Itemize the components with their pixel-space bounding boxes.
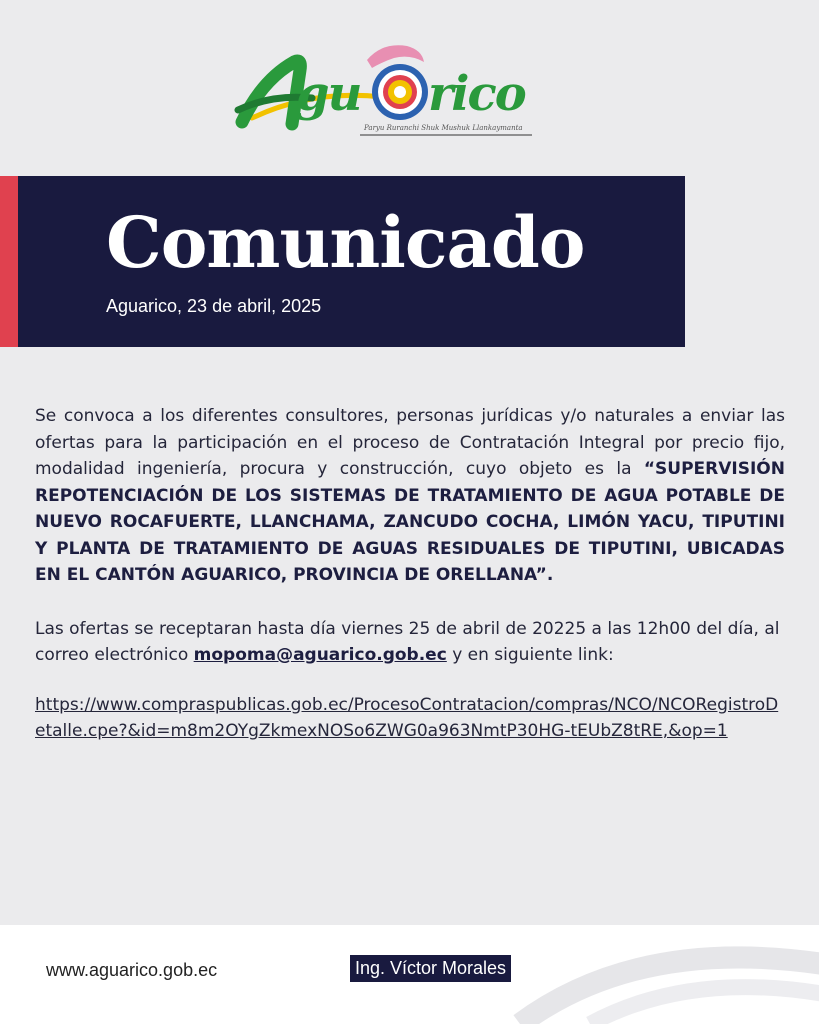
convocation-text: Se convoca a los diferentes consultores, personas jurídicas y/o naturales a enviar las ofertas para la participación en el proceso de Contratación Integral por precio fijo, modalidad ingeniería, procura y construcción, cuyo objeto es la [35, 406, 785, 479]
logo-tagline: Paryu Ruranchi Shuk Mushuk Llankaymanta [364, 124, 523, 132]
footer-swoosh-decoration [500, 925, 819, 1024]
deadline-paragraph [35, 616, 785, 669]
project-object-text: “SUPERVISIÓN REPOTENCIACIÓN DE LOS SISTEMAS DE TRATAMIENTO DE AGUA POTABLE DE NUEVO ROCAFUERTE, LLANCHAMA, ZANCUDO COCHA, LIMÓN YACU, TIPUTINI Y PLANTA DE TRATAMIENTO DE AGUAS RESIDUALES DE TIPUTINI, UBICADAS EN EL CANTÓN AGUARICO, PROVINCIA DE ORELLANA”. [35, 459, 785, 585]
convocation-paragraph [35, 403, 785, 589]
deadline-text-end: y en siguiente link: [446, 645, 614, 665]
banner-accent-bar [0, 176, 18, 347]
link-paragraph [35, 692, 785, 745]
aguarico-logo [232, 40, 542, 145]
logo-text-gu: gu [296, 66, 361, 122]
communique-date: Aguarico, 23 de abril, 2025 [106, 296, 322, 316]
procurement-link[interactable]: https://www.compraspublicas.gob.ec/ProcesoContratacion/compras/NCO/NCORegistroDetalle.cpe?&id=m8m2OYgZkmexNOSo6ZWG0a963NmtP30HG-tEUbZ8tRE,&op=1 [35, 694, 779, 741]
title-banner [18, 176, 685, 347]
footer-signatory: Ing. Víctor Morales [350, 955, 511, 982]
footer-website-link[interactable]: www.aguarico.gob.ec [46, 960, 218, 980]
contact-email-link[interactable]: mopoma@aguarico.gob.ec [193, 645, 447, 665]
communique-body [35, 403, 785, 745]
logo-text-rico: rico [428, 66, 525, 122]
page-title: Comunicado [106, 201, 585, 284]
deadline-text: Las ofertas se receptaran hasta día viernes 25 de abril de 20225 a las 12h00 del día, al correo electrónico [35, 618, 780, 665]
footer [0, 925, 819, 1024]
